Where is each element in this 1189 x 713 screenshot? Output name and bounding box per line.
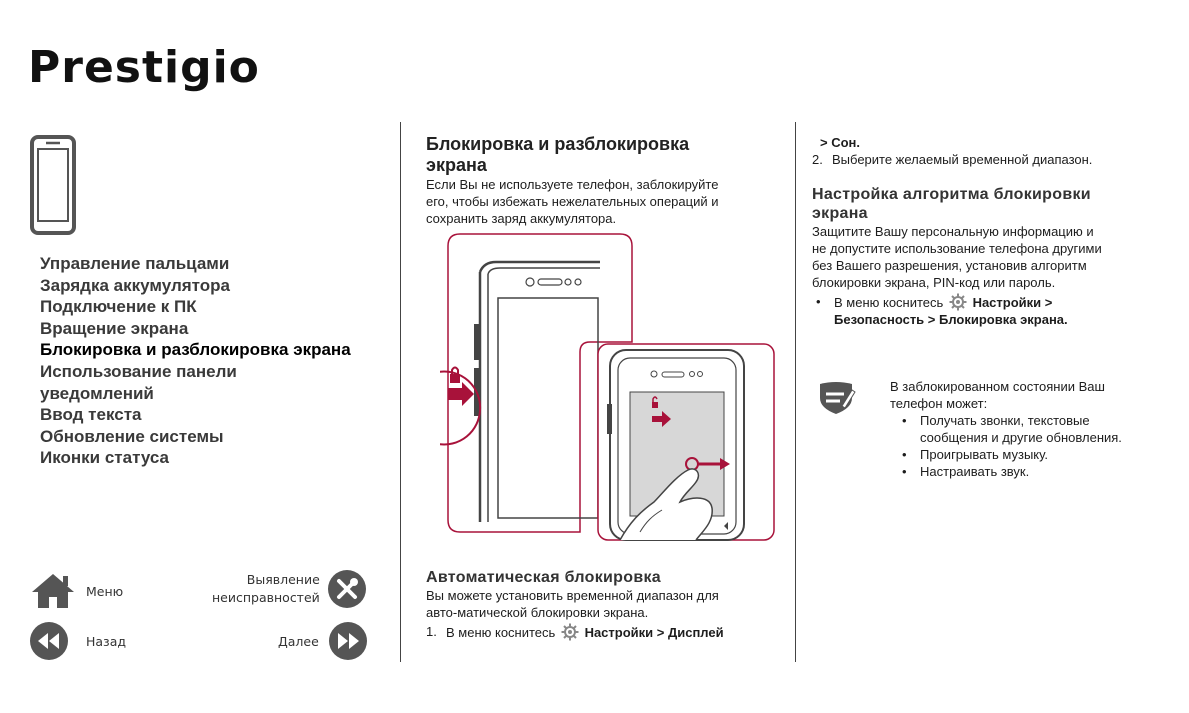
step-2-text: Выберите желаемый временной диапазон.	[832, 152, 1093, 167]
troubleshooting-label-line1: Выявление	[246, 572, 320, 587]
section-title	[426, 134, 776, 176]
bullet-prefix: В меню коснитесь	[834, 295, 944, 310]
settings-path-bullet	[812, 293, 1182, 328]
toc-item-notification-panel[interactable]: Использование панели	[40, 361, 237, 381]
toc-item-screen-lock[interactable]: Блокировка и разблокировка экрана	[40, 340, 351, 360]
pattern-lock-line3: без Вашего разрешения, установив алгоритм	[812, 258, 1087, 273]
column-divider-2	[795, 122, 796, 662]
toc-item-system-update[interactable]: Обновление системы	[40, 426, 224, 446]
intro-line2: его, чтобы избежать нежелательных операций и	[426, 194, 719, 209]
pattern-lock-line1: Защитите Вашу персональную информацию и	[812, 224, 1094, 239]
brand-logo: Prestigio	[28, 42, 260, 93]
note-item-music: • Проигрывать музыку.	[898, 446, 1180, 463]
auto-lock-line1: Вы можете установить временной диапазон для	[426, 588, 719, 603]
step-1-menu-path: Настройки > Дисплей	[584, 625, 724, 640]
table-of-contents	[40, 253, 380, 469]
menu-button[interactable]	[30, 572, 123, 610]
pattern-lock-title	[812, 185, 1182, 223]
bullet-dot: •	[816, 294, 821, 309]
content-column-3	[812, 134, 1182, 328]
auto-lock-line2: авто-матической блокировки экрана.	[426, 605, 649, 620]
home-icon	[30, 572, 76, 610]
bullet-security-path: Безопасность > Блокировка экрана.	[834, 312, 1068, 327]
troubleshooting-label-line2: неисправностей	[212, 590, 320, 605]
toc-item-status-icons[interactable]: Иконки статуса	[40, 448, 169, 468]
note-list	[898, 412, 1180, 480]
pattern-lock-line2: не допустите использование телефона другими	[812, 241, 1102, 256]
note-line2: телефон может:	[890, 396, 988, 411]
troubleshooting-button[interactable]	[212, 570, 366, 608]
intro-line1: Если Вы не используете телефон, заблокируйте	[426, 177, 719, 192]
step-1-text	[446, 623, 724, 641]
toc-item-battery-charging[interactable]: Зарядка аккумулятора	[40, 275, 230, 295]
troubleshooting-label	[212, 571, 320, 607]
step-1-continued: > Сон.	[820, 135, 860, 150]
note-pencil-icon	[816, 380, 856, 416]
toc-item-notification-panel-cont[interactable]: уведомлений	[40, 383, 154, 403]
note-item-calls	[898, 412, 1180, 446]
next-label: Далее	[278, 633, 319, 649]
step-1-number: 1.	[426, 624, 437, 639]
settings-gear-icon-2	[949, 293, 967, 311]
pattern-lock-line4: блокировки экрана, PIN-код или пароль.	[812, 275, 1056, 290]
lock-unlock-illustration	[440, 232, 780, 542]
section-title-line1: Блокировка и разблокировка	[426, 134, 690, 154]
menu-label: Меню	[86, 583, 124, 599]
pattern-lock-title-line2: экрана	[812, 205, 868, 222]
next-button[interactable]	[278, 622, 367, 660]
note-block	[890, 378, 1180, 480]
step-1-prefix: В меню коснитесь	[446, 625, 556, 640]
intro-text	[426, 176, 776, 227]
tools-icon	[328, 570, 366, 608]
back-button[interactable]	[30, 622, 126, 660]
pattern-lock-title-line1: Настройка алгоритма блокировки	[812, 186, 1091, 203]
auto-lock-section	[426, 568, 786, 641]
content-column-2	[426, 134, 776, 227]
back-label: Назад	[86, 633, 127, 649]
note-item-calls-line1: • Получать звонки, текстовые	[920, 413, 1090, 428]
phone-icon	[30, 135, 76, 235]
note-item-calls-line2: сообщения и другие обновления.	[920, 430, 1122, 445]
note-item-sound: • Настраивать звук.	[898, 463, 1180, 480]
toc-item-pc-connection[interactable]: Подключение к ПК	[40, 297, 197, 317]
toc-item-text-input[interactable]: Ввод текста	[40, 405, 142, 425]
next-arrow-icon	[329, 622, 367, 660]
back-arrow-icon	[30, 622, 68, 660]
toc-item-finger-control[interactable]: Управление пальцами	[40, 254, 230, 273]
toc-item-screen-rotation[interactable]: Вращение экрана	[40, 318, 189, 338]
note-line1: В заблокированном состоянии Ваш	[890, 379, 1105, 394]
step-2-number: 2.	[812, 152, 823, 167]
column-divider-1	[400, 122, 401, 662]
section-title-line2: экрана	[426, 155, 487, 175]
bullet-settings: Настройки >	[972, 295, 1053, 310]
intro-line3: сохранить заряд аккумулятора.	[426, 211, 617, 226]
settings-gear-icon	[561, 623, 579, 641]
step-1	[426, 623, 786, 641]
step-2	[812, 151, 1182, 168]
auto-lock-title: Автоматическая блокировка	[426, 569, 661, 586]
